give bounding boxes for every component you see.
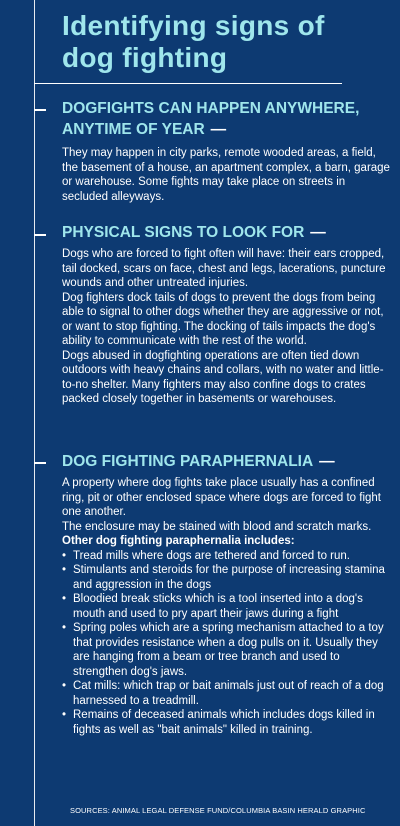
list-item — [62, 679, 392, 708]
section-2-paragraph: Dogs who are forced to fight often will have: their ears cropped, tail docked, scars on face, chest and legs, lacerations, puncture wounds and other untreated injuries. — [62, 248, 386, 289]
list-item-text: Spring poles which are a spring mechanism attached to a toy that provides resistance when a dog pulls on it. Usually they are hanging from a beam or tree branch and used to strengthen dog's jaws. — [73, 622, 384, 678]
list-item-text: Cat mills: which trap or bait animals just out of reach of a dog harnessed to a treadmill. — [73, 680, 384, 707]
page-title: Identifying signs of dog fighting — [62, 10, 325, 73]
section-2-paragraph: Dogs abused in dogfighting operations are often tied down outdoors with heavy chains and collars, with no water and little-to-no shelter. Many fighters may also confine dogs to crates packed closely together in basements or warehouses. — [62, 349, 384, 405]
section-2-body — [62, 247, 392, 407]
title-divider — [34, 83, 342, 84]
list-item — [62, 563, 392, 592]
section-2-tick — [34, 234, 46, 236]
bullet-icon: • — [62, 593, 67, 605]
section-3-tick — [34, 462, 46, 464]
section-1-body — [62, 146, 392, 204]
list-item — [62, 549, 392, 564]
section-1-tick — [34, 109, 46, 111]
section-2-heading-text: PHYSICAL SIGNS TO LOOK FOR — [62, 224, 305, 241]
section-3-heading — [62, 451, 392, 472]
section-1-paragraph: They may happen in city parks, remote wooded areas, a field, the basement of a house, an apartment complex, a barn, garage or warehouse. Some fights may take place on streets in secluded alleyways. — [62, 147, 390, 203]
bullet-icon: • — [62, 564, 67, 576]
paraphernalia-subheading: Other dog fighting paraphernalia includes: — [62, 535, 295, 547]
section-3-paragraph: The enclosure may be stained with blood and scratch marks. — [62, 520, 372, 533]
list-item-text: Stimulants and steroids for the purpose of increasing stamina and aggression in the dogs — [73, 564, 385, 591]
bullet-icon: • — [62, 680, 67, 692]
heading-dash: — — [210, 121, 227, 138]
list-item — [62, 708, 392, 737]
bullet-icon: • — [62, 622, 67, 634]
list-item-text: Tread mills where dogs are tethered and forced to run. — [73, 549, 350, 562]
list-item-text: Remains of deceased animals which includes dogs killed in fights as well as "bait animals" killed in training. — [73, 709, 375, 736]
sources-credit: SOURCES: ANIMAL LEGAL DEFENSE FUND/COLUMBIA BASIN HERALD GRAPHIC — [70, 806, 366, 815]
section-3-heading-text: DOG FIGHTING PARAPHERNALIA — [62, 453, 314, 470]
section-2-paragraph: Dog fighters dock tails of dogs to prevent the dogs from being able to signal to other dogs whether they are aggressive or not, or want to stop fighting. The docking of tails impacts the dog's ability to communicate with the rest of the world. — [62, 291, 384, 347]
section-3-body — [62, 476, 392, 737]
list-item — [62, 592, 392, 621]
section-2-heading — [62, 222, 392, 243]
paraphernalia-list — [62, 549, 392, 738]
heading-dash: — — [310, 224, 326, 241]
bullet-icon: • — [62, 549, 67, 562]
section-3-paragraph: A property where dog fights take place usually has a confined ring, pit or other enclosed space where dogs are forced to fight one another. — [62, 477, 381, 518]
bullet-icon: • — [62, 709, 67, 721]
list-item — [62, 621, 392, 679]
section-1-heading — [62, 98, 392, 140]
left-vertical-rule — [34, 0, 35, 826]
section-1-heading-text: DOGFIGHTS CAN HAPPEN ANYWHERE, ANYTIME OF YEAR — [62, 100, 360, 138]
list-item-text: Bloodied break sticks which is a tool inserted into a dog's mouth and used to pry apart their jaws during a fight — [73, 593, 363, 620]
heading-dash: — — [319, 453, 335, 470]
